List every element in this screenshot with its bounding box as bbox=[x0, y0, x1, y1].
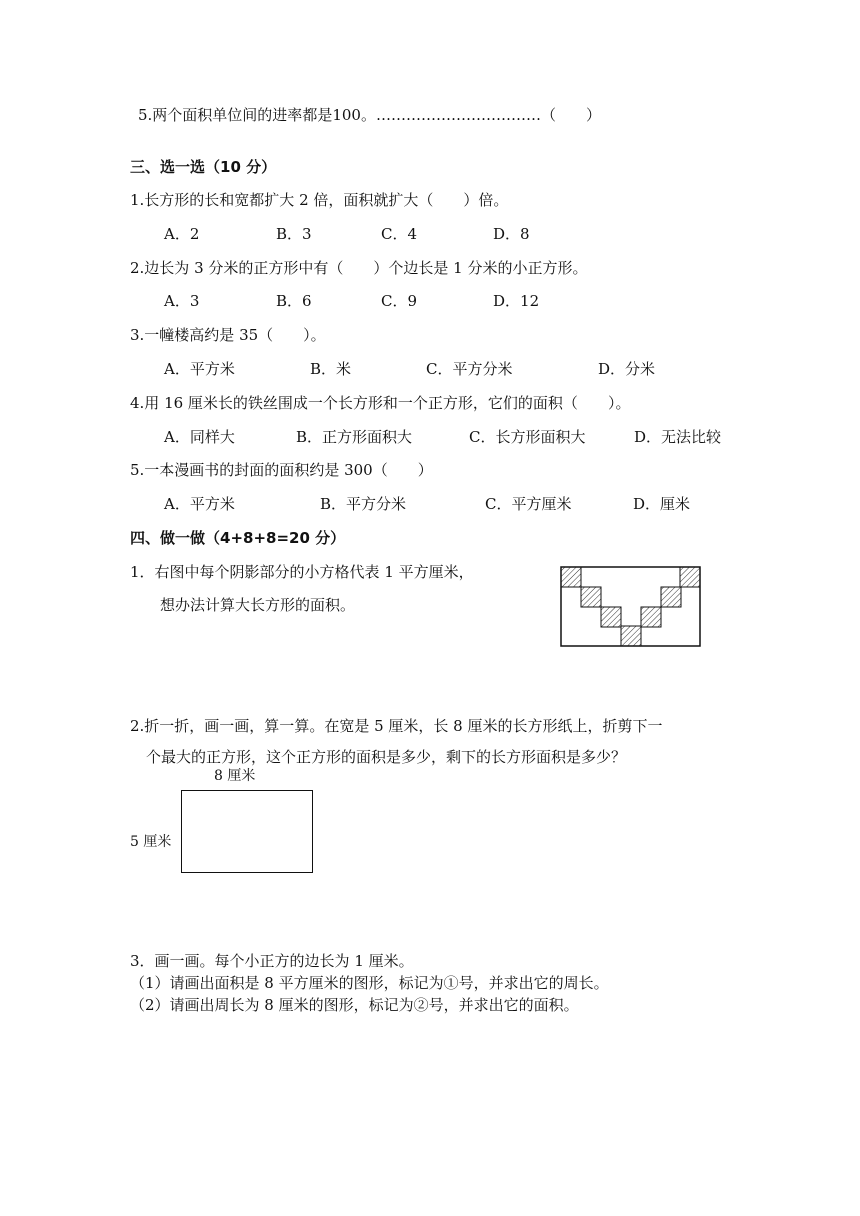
shaded-square bbox=[621, 626, 641, 646]
do-question-2-line-2: 个最大的正方形，这个正方形的面积是多少，剩下的长方形面积是多少？ bbox=[146, 748, 627, 766]
shaded-squares-figure bbox=[560, 566, 702, 648]
choice-q4-option-d: D．无法比较 bbox=[634, 428, 722, 446]
choice-q4-option-c: C．长方形面积大 bbox=[469, 428, 586, 446]
do-question-3-line-1: 3．画一画。每个小正方的边长为 1 厘米。 bbox=[130, 952, 414, 970]
judge-question-5-dots: …………………………… bbox=[375, 106, 541, 124]
section-4-title: 四、做一做（4+8+8=20 分） bbox=[130, 529, 346, 547]
choice-q1-option-d: D．8 bbox=[493, 225, 530, 243]
choice-q2-option-b: B．6 bbox=[276, 292, 312, 310]
judge-question-5-answer-blank: （ ） bbox=[540, 106, 601, 124]
shaded-square bbox=[661, 587, 681, 607]
shaded-square bbox=[680, 567, 700, 587]
shaded-square bbox=[581, 587, 601, 607]
choice-q5-option-d: D．厘米 bbox=[633, 495, 691, 513]
paper-rectangle bbox=[181, 790, 313, 873]
choice-question-1: 1.长方形的长和宽都扩大 2 倍，面积就扩大（ ）倍。 bbox=[130, 191, 509, 209]
choice-q1-option-c: C．4 bbox=[381, 225, 418, 243]
do-question-1-line-2: 想办法计算大长方形的面积。 bbox=[160, 596, 356, 614]
choice-q2-option-a: A．3 bbox=[164, 292, 200, 310]
judge-question-5 bbox=[138, 105, 601, 125]
choice-q5-option-c: C．平方厘米 bbox=[485, 495, 572, 513]
choice-q1-option-b: B．3 bbox=[276, 225, 312, 243]
choice-q3-option-c: C．平方分米 bbox=[426, 360, 513, 378]
choice-q3-option-b: B．米 bbox=[310, 360, 352, 378]
choice-q5-option-b: B．平方分米 bbox=[320, 495, 407, 513]
choice-question-5: 5.一本漫画书的封面的面积约是 300（ ） bbox=[130, 461, 433, 479]
choice-q5-option-a: A．平方米 bbox=[164, 495, 235, 513]
choice-q4-option-b: B．正方形面积大 bbox=[296, 428, 413, 446]
choice-q2-option-d: D．12 bbox=[493, 292, 540, 310]
do-question-2-line-1: 2.折一折，画一画，算一算。在宽是 5 厘米，长 8 厘米的长方形纸上，折剪下一 bbox=[130, 717, 663, 735]
choice-q1-option-a: A．2 bbox=[164, 225, 200, 243]
judge-question-5-text: 5.两个面积单位间的进率都是100。 bbox=[138, 106, 376, 124]
choice-question-4: 4.用 16 厘米长的铁丝围成一个长方形和一个正方形，它们的面积（ ）。 bbox=[130, 394, 631, 412]
section-3-title: 三、选一选（10 分） bbox=[130, 158, 277, 176]
choice-q2-option-c: C．9 bbox=[381, 292, 418, 310]
do-question-1-line-1: 1．右图中每个阴影部分的小方格代表 1 平方厘米， bbox=[130, 563, 474, 581]
choice-q3-option-a: A．平方米 bbox=[164, 360, 235, 378]
do-question-3-sub-1: （1）请画出面积是 8 平方厘米的图形，标记为①号，并求出它的周长。 bbox=[130, 974, 609, 992]
shaded-square bbox=[561, 567, 581, 587]
choice-q3-option-d: D．分米 bbox=[598, 360, 656, 378]
choice-question-3: 3.一幢楼高约是 35（ ）。 bbox=[130, 326, 326, 344]
shaded-square bbox=[601, 607, 621, 627]
do-question-3-sub-2: （2）请画出周长为 8 厘米的图形，标记为②号，并求出它的面积。 bbox=[130, 996, 579, 1014]
shaded-square bbox=[641, 607, 661, 627]
choice-q4-option-a: A．同样大 bbox=[164, 428, 235, 446]
rectangle-width-label: 5 厘米 bbox=[130, 834, 172, 850]
rectangle-length-label: 8 厘米 bbox=[214, 768, 256, 784]
choice-question-2: 2.边长为 3 分米的正方形中有（ ）个边长是 1 分米的小正方形。 bbox=[130, 259, 588, 277]
